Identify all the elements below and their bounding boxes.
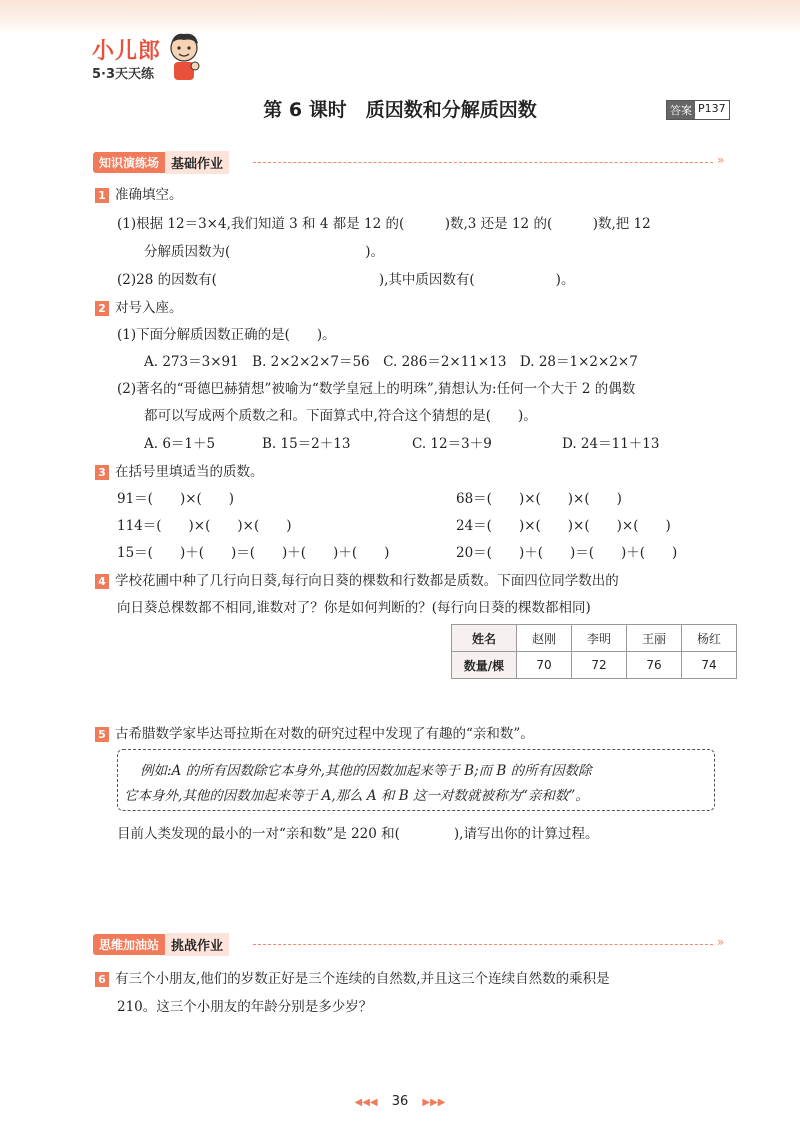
question-3-title: 3 在括号里填适当的质数。 [95,460,264,480]
table-row [452,652,737,679]
table-header-cell: 数量/棵 [452,652,517,679]
q3-row1-right: 68＝( )×( )×( ) [456,491,622,507]
q2-option-b: B. 15＝2＋13 [262,436,351,452]
question-number: 2 [95,301,109,316]
question-number: 5 [95,727,109,742]
q4-line2: 向日葵总棵数都不相同,谁数对了？你是如何判断的？(每行向日葵的棵数都相同) [117,600,591,616]
logo-title: 小儿郎 [92,39,162,64]
section-header-challenge [93,934,733,954]
example-line2: 它本身外,其他的因数加起来等于 A,那么 A 和 B 这一对数就被称为“亲和数”。 [124,788,589,804]
q3-row2-right: 24＝( )×( )×( )×( ) [456,518,671,534]
question-6-line1: 6 有三个小朋友,他们的岁数正好是三个连续的自然数,并且这三个连续自然数的乘积是 [95,967,610,987]
logo-subtitle: 5·3天天练 [92,67,155,82]
question-number: 3 [95,465,109,480]
question-4-line1: 4 学校花圃中种了几行向日葵,每行向日葵的棵数和行数都是质数。下面四位同学数出的 [95,569,619,589]
table-cell: 74 [682,652,737,679]
answer-reference [666,100,730,120]
mascot-icon [162,30,206,84]
table-cell: 杨红 [682,625,737,652]
question-number: 4 [95,574,109,589]
section-header-basic [93,152,733,172]
section-divider [253,944,713,945]
left-arrows-icon: ◀◀◀ [354,1097,378,1108]
question-1-title: 1 准确填空。 [95,183,183,203]
answer-page: P137 [695,101,729,119]
section-sub: 基础作业 [165,151,229,174]
brand-logo [92,34,161,82]
table-cell: 70 [517,652,572,679]
table-header-cell: 姓名 [452,625,517,652]
q5-line2: 目前人类发现的最小的一对“亲和数”是 220 和( ),请写出你的计算过程。 [117,826,599,842]
q3-row2-left: 114＝( )×( )×( ) [117,518,292,534]
q2-line1: (1)下面分解质因数正确的是( )。 [117,327,336,343]
double-arrow-icon: » [717,935,725,949]
table-row [452,625,737,652]
question-number: 6 [95,972,109,987]
section-label: 思维加油站 [93,934,165,955]
q2-option-c: C. 12＝3＋9 [412,436,492,452]
q2-option-d: D. 24＝11＋13 [562,436,660,452]
q3-row3-right: 20＝( )＋( )＝( )＋( ) [456,545,678,561]
q3-row1-left: 91＝( )×( ) [117,491,235,507]
question-5-line1: 5 古希腊数学家毕达哥拉斯在对数的研究过程中发现了有趣的“亲和数”。 [95,722,534,742]
question-2-title: 2 对号入座。 [95,296,183,316]
q2-line3: (2)著名的“哥德巴赫猜想”被喻为“数学皇冠上的明珠”,猜想认为:任何一个大于 2 的偶数 [117,381,636,397]
table-cell: 赵刚 [517,625,572,652]
q1-line3: (2)28 的因数有( ),其中质因数有( )。 [117,272,575,288]
q2-line4: 都可以写成两个质数之和。下面算式中,符合这个猜想的是( )。 [144,408,537,424]
q2-option-a: A. 6＝1＋5 [144,436,216,452]
double-arrow-icon: » [717,153,725,167]
q6-line2: 210。这三个小朋友的年龄分别是多少岁？ [117,999,373,1015]
question-number: 1 [95,188,109,203]
section-sub: 挑战作业 [165,933,229,956]
q2-options1: A. 273＝3×91 B. 2×2×2×7＝56 C. 286＝2×11×13 D. 28＝1×2×2×7 [144,354,638,370]
right-arrows-icon: ▶▶▶ [422,1097,446,1108]
page-title: 第 6 课时 质因数和分解质因数 [263,99,537,121]
table-cell: 李明 [572,625,627,652]
table-cell: 72 [572,652,627,679]
section-divider [253,162,713,163]
sunflower-count-table [451,624,737,679]
table-cell: 76 [627,652,682,679]
q1-line2: 分解质因数为( )。 [144,244,385,260]
q3-row3-left: 15＝( )＋( )＝( )＋( )＋( ) [117,545,390,561]
page-number-value: 36 [391,1094,409,1109]
table-cell: 王丽 [627,625,682,652]
answer-label: 答案 [667,101,695,119]
section-label: 知识演练场 [93,152,165,173]
example-line1: 例如:A 的所有因数除它本身外,其他的因数加起来等于 B;而 B 的所有因数除 [140,763,592,779]
page-number [0,1094,800,1109]
q1-line1: (1)根据 12＝3×4,我们知道 3 和 4 都是 12 的( )数,3 还是 12 的( )数,把 12 [117,216,651,232]
top-band [0,0,800,34]
